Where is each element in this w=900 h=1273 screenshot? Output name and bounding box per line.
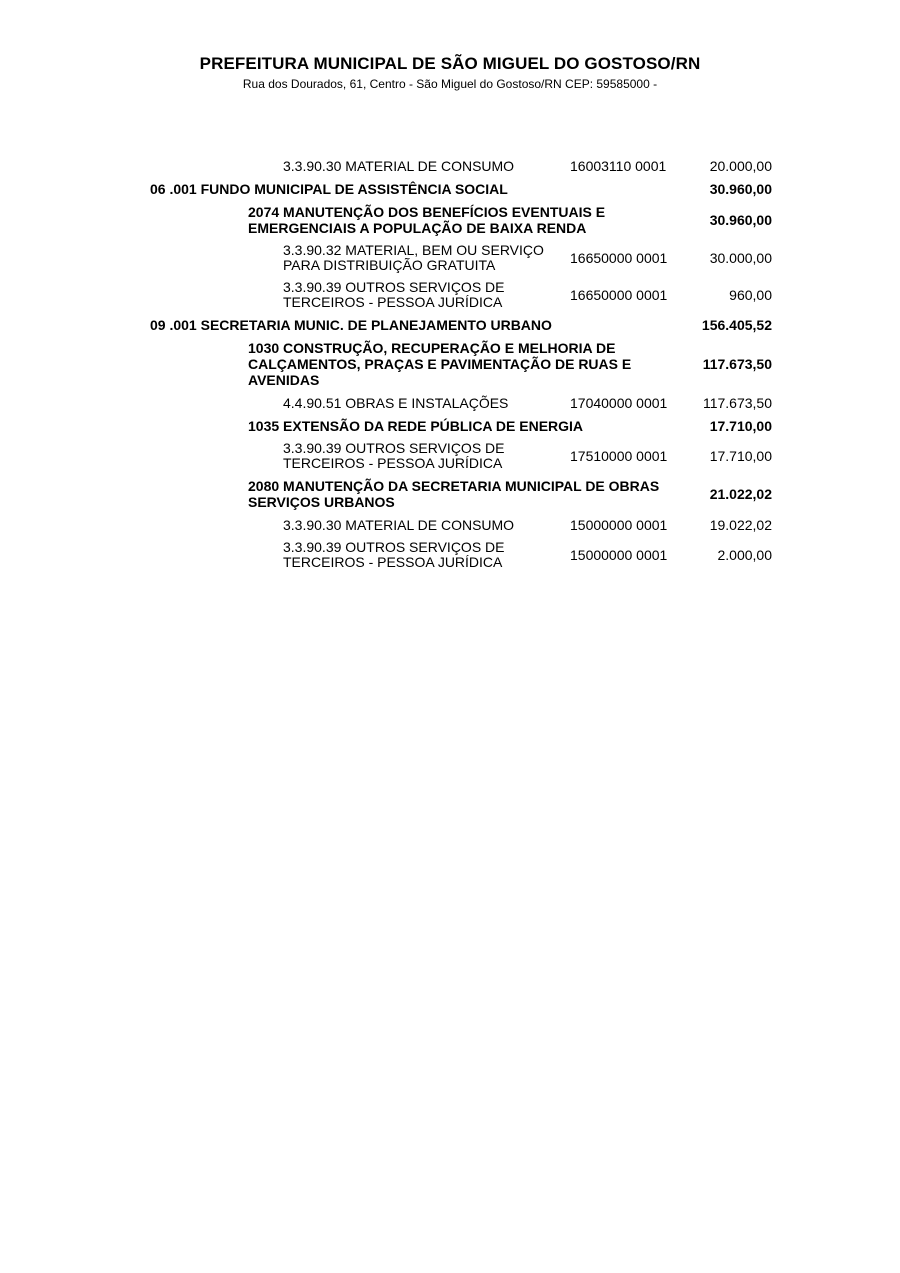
row-value: 20.000,00 (709, 158, 772, 174)
row-description: 3.3.90.32 MATERIAL, BEM OU SERVIÇO PARA DISTRIBUIÇÃO GRATUITA (283, 242, 544, 273)
row-value: 117.673,50 (702, 356, 772, 372)
row-value: 960,00 (729, 287, 772, 303)
row-description: 06 .001 FUNDO MUNICIPAL DE ASSISTÊNCIA SOCIAL (150, 181, 508, 197)
row-description: 3.3.90.39 OUTROS SERVIÇOS DE TERCEIROS - PESSOA JURÍDICA (283, 440, 505, 471)
table-row-action (150, 478, 772, 510)
table-row-detail (150, 243, 772, 273)
row-description: 1030 CONSTRUÇÃO, RECUPERAÇÃO E MELHORIA DE CALÇAMENTOS, PRAÇAS E PAVIMENTAÇÃO DE RUAS E AVENIDAS (248, 340, 632, 388)
row-description: 1035 EXTENSÃO DA REDE PÚBLICA DE ENERGIA (248, 418, 584, 434)
row-description: 09 .001 SECRETARIA MUNIC. DE PLANEJAMENTO URBANO (150, 317, 552, 333)
row-description: 2080 MANUTENÇÃO DA SECRETARIA MUNICIPAL DE OBRAS SERVIÇOS URBANOS (248, 478, 660, 510)
table-row-detail (150, 441, 772, 471)
row-value: 19.022,02 (709, 517, 772, 533)
table-row-detail (150, 540, 772, 570)
row-source-code: 16003110 0001 (570, 158, 667, 174)
row-description: 3.3.90.30 MATERIAL DE CONSUMO (283, 516, 515, 533)
row-description: 2074 MANUTENÇÃO DOS BENEFÍCIOS EVENTUAIS E EMERGENCIAIS A POPULAÇÃO DE BAIXA RENDA (248, 204, 606, 236)
row-value: 30.000,00 (709, 250, 772, 266)
row-value: 17.710,00 (709, 418, 772, 434)
table-row-detail (150, 158, 772, 174)
row-description: 4.4.90.51 OBRAS E INSTALAÇÕES (283, 394, 509, 411)
document-header (0, 0, 900, 91)
row-description: 3.3.90.30 MATERIAL DE CONSUMO (283, 157, 515, 174)
header-address-line: Rua dos Dourados, 61, Centro - São Miguel do Gostoso/RN CEP: 59585000 - (242, 77, 658, 91)
row-source-code: 16650000 0001 (570, 287, 668, 303)
table-row-unit (150, 181, 772, 197)
row-value: 117.673,50 (702, 395, 772, 411)
row-description: 3.3.90.39 OUTROS SERVIÇOS DE TERCEIROS - PESSOA JURÍDICA (283, 279, 505, 310)
page-title: PREFEITURA MUNICIPAL DE SÃO MIGUEL DO GOSTOSO/RN (199, 54, 701, 73)
budget-table (150, 158, 772, 577)
row-source-code: 15000000 0001 (570, 547, 668, 563)
row-value: 21.022,02 (709, 486, 772, 502)
row-value: 30.960,00 (709, 212, 772, 228)
row-source-code: 17040000 0001 (570, 395, 668, 411)
row-source-code: 17510000 0001 (570, 448, 668, 464)
row-value: 17.710,00 (709, 448, 772, 464)
row-source-code: 15000000 0001 (570, 517, 668, 533)
table-row-unit (150, 317, 772, 333)
table-row-detail (150, 395, 772, 411)
row-value: 30.960,00 (709, 181, 772, 197)
row-value: 156.405,52 (701, 317, 772, 333)
table-row-detail (150, 517, 772, 533)
row-value: 2.000,00 (717, 547, 772, 563)
table-row-action (150, 418, 772, 434)
row-description: 3.3.90.39 OUTROS SERVIÇOS DE TERCEIROS - PESSOA JURÍDICA (283, 539, 505, 570)
table-row-detail (150, 280, 772, 310)
table-row-action (150, 340, 772, 388)
row-source-code: 16650000 0001 (570, 250, 668, 266)
table-row-action (150, 204, 772, 236)
